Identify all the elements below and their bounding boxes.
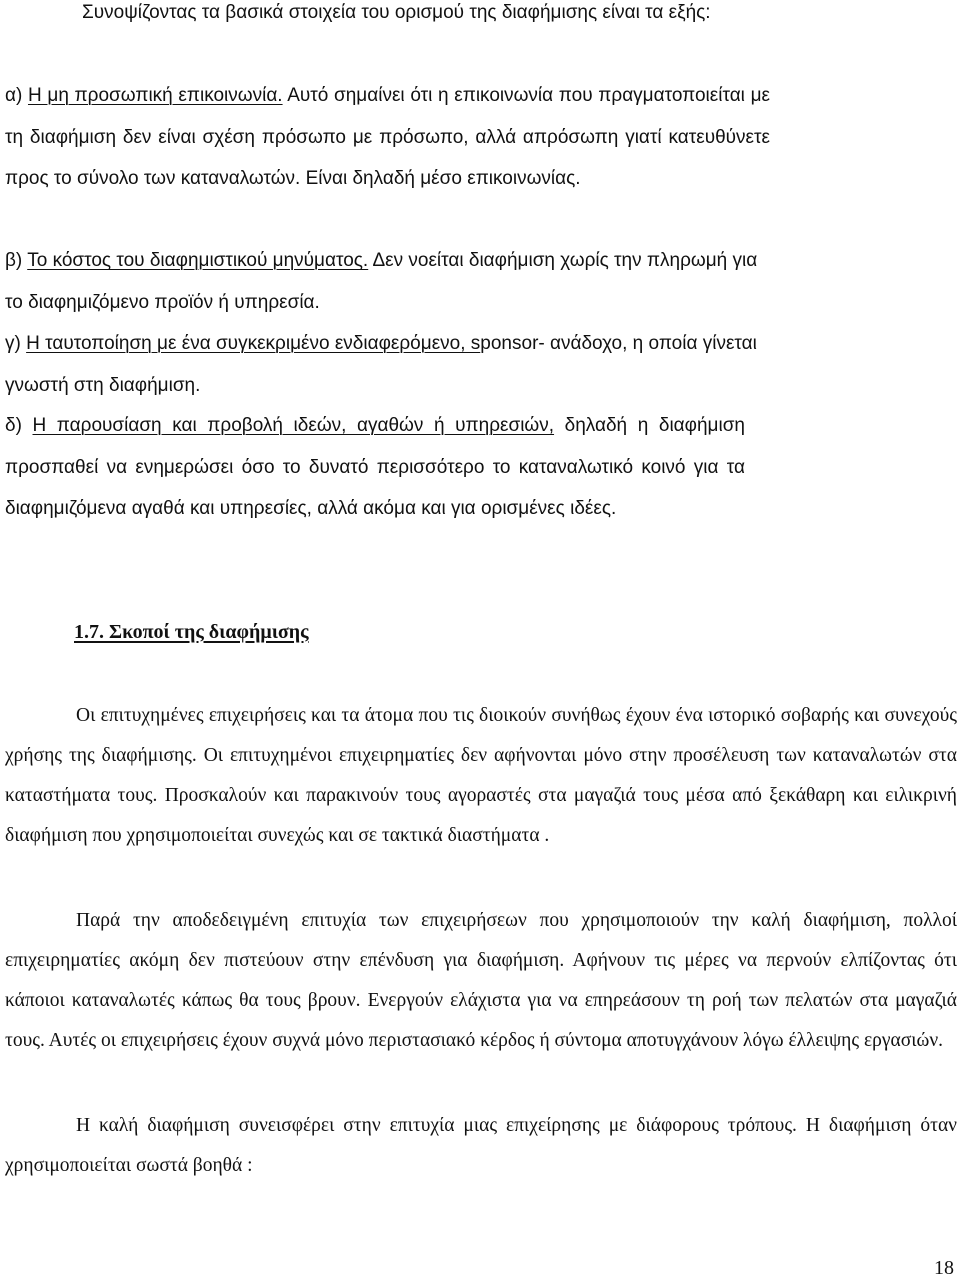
page-number: 18 — [934, 1257, 954, 1279]
item-b-title: Το κόστος του διαφημιστικού μηνύματος. — [27, 250, 369, 271]
item-b-text: Δεν νοείται διαφήμιση χωρίς την πληρωμή για το διαφημιζόμενο προϊόν ή υπηρεσία. — [5, 250, 758, 313]
item-d-marker: δ) — [5, 415, 22, 436]
item-a-title: Η μη προσωπική επικοινωνία. — [27, 85, 283, 106]
item-c-marker: γ) — [5, 333, 21, 354]
item-d-title: Η παρουσίαση και προβολή ιδεών, αγαθών ή υπηρεσιών, — [32, 415, 555, 436]
paragraph-3: Η καλή διαφήμιση συνεισφέρει στην επιτυχία μιας επιχείρησης με διάφορους τρόπους. Η διαφήμιση όταν χρησιμοποιείται σωστά βοηθά : — [5, 1115, 957, 1176]
summary-item-b — [5, 240, 775, 323]
item-c-title: Η ταυτοποίηση με ένα συγκεκριμένο ενδιαφερόμενο, s — [26, 333, 481, 354]
item-c-text: ponsor- ανάδοχο, η οποία γίνεται γνωστή στη διαφήμιση. — [5, 333, 757, 396]
summary-intro-text: Συνοψίζοντας τα βασικά στοιχεία του ορισμού της διαφήμισης είναι τα εξής: — [82, 2, 711, 23]
paragraph-1: Οι επιτυχημένες επιχειρήσεις και τα άτομα που τις διοικούν συνήθως έχουν ένα ιστορικό σοβαρής και συνεχούς χρήσης της διαφήμισης. Οι επιτυχημένοι επιχειρηματίες δεν αφήνονται μόνο στην προσέλευση των καταναλωτών στα καταστήματα τους. Προσκαλούν και παρακινούν τους αγοραστές στα μαγαζιά τους μέσα από ξεκάθαρη και ειλικρινή διαφήμιση που χρησιμοποιείται συνεχώς και σε τακτικά διαστήματα . — [5, 705, 957, 846]
item-a-text: Αυτό σημαίνει ότι η επικοινωνία που πραγματοποιείται με τη διαφήμιση δεν είναι σχέση πρόσωπο με πρόσωπο, αλλά απρόσωπη γιατί κατευθύνετε προς το σύνολο των καταναλωτών. Είναι δηλαδή μέσο επικοινωνίας. — [5, 85, 770, 189]
summary-item-d — [5, 405, 745, 530]
paragraph-2: Παρά την αποδεδειγμένη επιτυχία των επιχειρήσεων που χρησιμοποιούν την καλή διαφήμιση, πολλοί επιχειρηματίες ακόμη δεν πιστεύουν στην επένδυση για διαφήμιση. Αφήνουν τις μέρες να περνούν ελπίζοντας ότι κάποιοι καταναλωτές κάπως θα τους βρουν. Ενεργούν ελάχιστα για να επηρεάσουν τη ροή των πελατών στα μαγαζιά τους. Αυτές οι επιχειρήσεις έχουν συχνά μόνο περιστασιακό κέρδος ή σύντομα αποτυγχάνουν λόγω έλλειψης εργασιών. — [5, 910, 957, 1051]
item-b-marker: β) — [5, 250, 23, 271]
item-a-marker: α) — [5, 85, 23, 106]
summary-intro — [76, 0, 796, 34]
item-d-text: δηλαδή η διαφήμιση προσπαθεί να ενημερώσει όσο το δυνατό περισσότερο το καταναλωτικό κοινό για τα διαφημιζόμενα αγαθά και υπηρεσίες, αλλά ακόμα και για ορισμένες ιδέες. — [5, 415, 745, 519]
section-heading: 1.7. Σκοποί της διαφήμισης — [74, 621, 309, 643]
summary-item-a — [5, 75, 770, 200]
summary-item-c — [5, 323, 775, 406]
